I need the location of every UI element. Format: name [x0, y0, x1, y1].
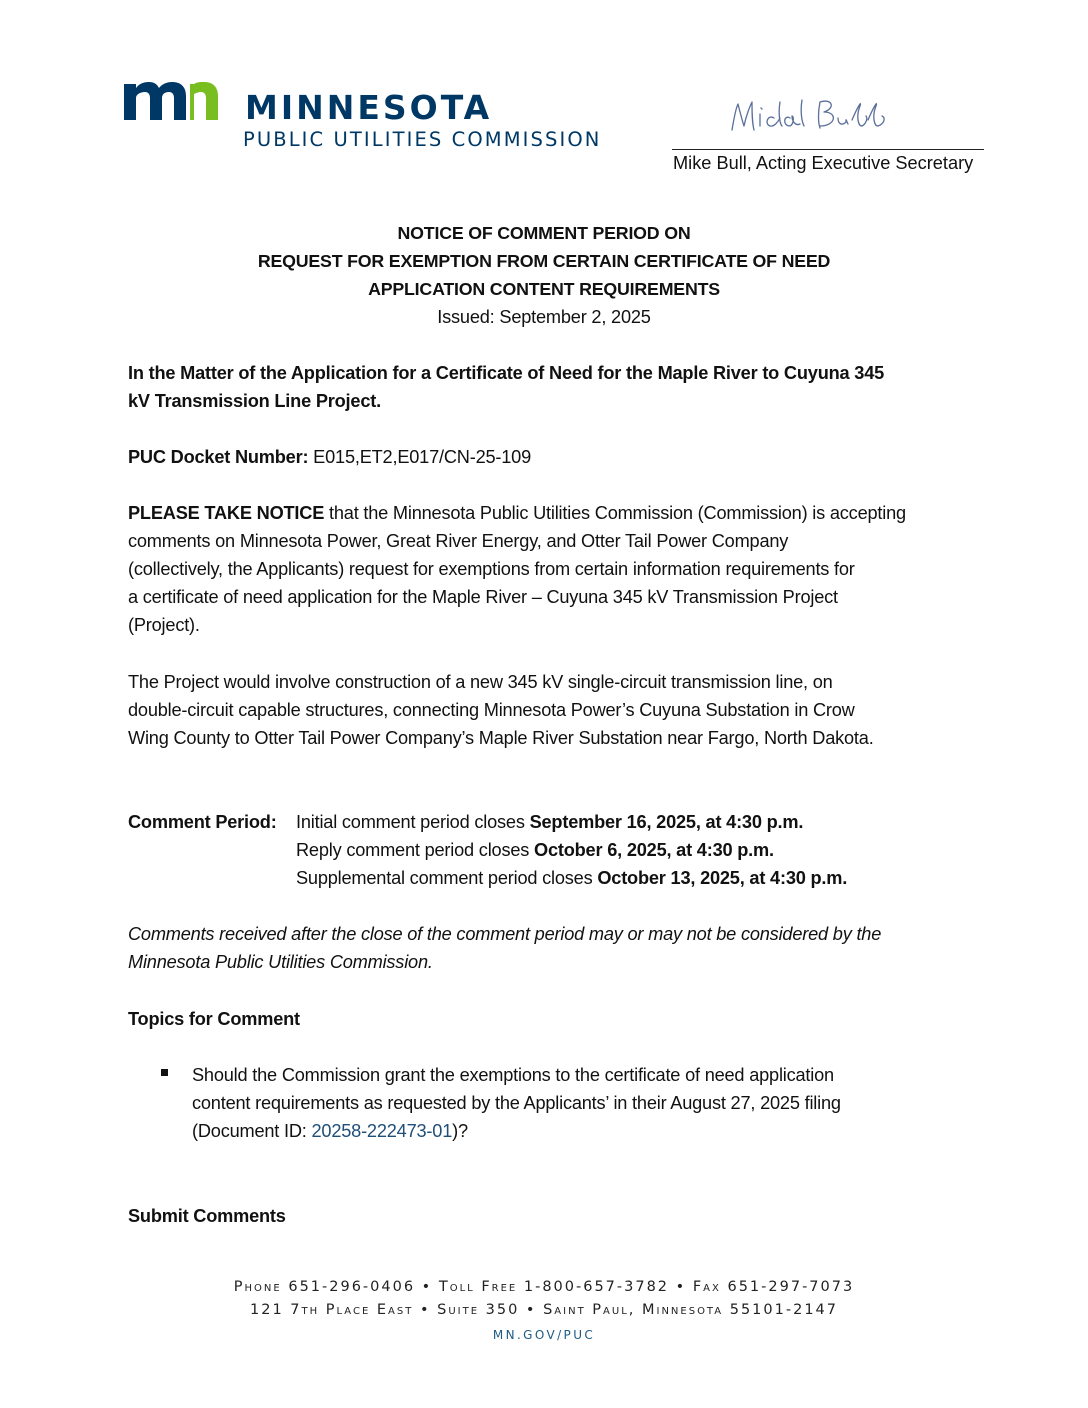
mn-logo-mark-icon	[124, 80, 220, 120]
document-id-link[interactable]: 20258-222473-01	[311, 1121, 453, 1141]
footer-address-line	[0, 1302, 1088, 1318]
matter-line-2: kV Transmission Line Project.	[128, 391, 381, 411]
topic-item-line-1: Should the Commission grant the exemptions to the certificate of need application	[192, 1065, 834, 1085]
docket-label: PUC Docket Number:	[128, 447, 309, 467]
notice-title-line-2: REQUEST FOR EXEMPTION FROM CERTAIN CERTIFICATE OF NEED	[257, 251, 831, 271]
logo-wordmark: MINNESOTA	[245, 88, 493, 127]
footer-phone: 651-296-0406	[288, 1279, 416, 1295]
comment-period-reply	[296, 836, 774, 864]
notice-line-3: (collectively, the Applicants) request for exemptions from certain information requirements for	[128, 559, 855, 579]
footer-tollfree-label: Toll Free	[438, 1279, 518, 1295]
footer-tollfree: 1-800-657-3782	[523, 1279, 670, 1295]
comment-period-text: Reply comment period closes	[296, 840, 535, 860]
footer-website-link[interactable]: MN.GOV/PUC	[492, 1328, 596, 1342]
footer-fax-label: Fax	[692, 1279, 721, 1295]
notice-title-line-3: APPLICATION CONTENT REQUIREMENTS	[368, 279, 720, 299]
footer-fax: 651-297-7073	[727, 1279, 855, 1295]
notice-line-5: (Project).	[128, 615, 200, 635]
comment-period-text: Initial comment period closes	[296, 812, 530, 832]
notice-title-line-1: NOTICE OF COMMENT PERIOD ON	[397, 223, 691, 243]
footer-address-ordinal: th	[301, 1302, 320, 1318]
topic-item-line-2: content requirements as requested by the Applicants’ in their August 27, 2025 filing	[192, 1093, 841, 1113]
comment-period-initial	[296, 808, 803, 836]
notice-line-2: comments on Minnesota Power, Great River Energy, and Otter Tail Power Company	[128, 531, 789, 551]
notice-text: that the Minnesota Public Utilities Commission (Commission) is accepting	[324, 503, 906, 523]
matter-line-1: In the Matter of the Application for a Certificate of Need for the Maple River to Cuyuna 345	[128, 363, 885, 383]
footer-separator: •	[675, 1279, 687, 1295]
footer-separator: •	[421, 1279, 433, 1295]
topic-item-suffix: )?	[452, 1121, 468, 1141]
issued-date: Issued: September 2, 2025	[437, 307, 651, 327]
docket-value: E015,ET2,E017/CN-25-109	[308, 447, 532, 467]
project-line-1: The Project would involve construction of a new 345 kV single-circuit transmission line, on	[128, 672, 833, 692]
late-notice-line-2: Minnesota Public Utilities Commission.	[128, 952, 433, 972]
comment-period-deadline: October 6, 2025, at 4:30 p.m.	[534, 840, 774, 860]
topics-heading: Topics for Comment	[128, 1009, 300, 1029]
submit-comments-heading: Submit Comments	[128, 1206, 286, 1226]
comment-period-supplemental	[296, 864, 847, 892]
notice-line-4: a certificate of need application for the Maple River – Cuyuna 345 kV Transmission Project	[128, 587, 838, 607]
signatory-name: Mike Bull, Acting Executive Secretary	[673, 153, 974, 173]
footer-suite: Suite 350	[437, 1302, 520, 1318]
footer-address-street: Place East	[325, 1302, 414, 1318]
document-id-label: (Document ID:	[192, 1121, 312, 1141]
late-notice-line-1: Comments received after the close of the comment period may or may not be considered by the	[128, 924, 882, 944]
docket-number	[128, 443, 963, 471]
project-line-3: Wing County to Otter Tail Power Company’s Maple River Substation near Fargo, North Dakota.	[128, 728, 874, 748]
comment-period-label: Comment Period:	[128, 812, 277, 832]
footer-phone-label: Phone	[233, 1279, 282, 1295]
project-line-2: double-circuit capable structures, connecting Minnesota Power’s Cuyuna Substation in Crow	[128, 700, 855, 720]
comment-period-text: Supplemental comment period closes	[296, 868, 598, 888]
footer-zip: 55101-2147	[729, 1302, 838, 1318]
footer-contact-line	[0, 1279, 1088, 1295]
footer-address-number: 121 7	[250, 1302, 302, 1318]
notice-lead: PLEASE TAKE NOTICE	[128, 503, 325, 523]
comment-period-deadline: October 13, 2025, at 4:30 p.m.	[597, 868, 848, 888]
footer-city: Saint Paul, Minnesota	[543, 1302, 724, 1318]
comment-period-deadline: September 16, 2025, at 4:30 p.m.	[529, 812, 804, 832]
topic-item-line-3	[192, 1117, 962, 1145]
footer-separator: •	[525, 1302, 537, 1318]
notice-line-1	[128, 499, 963, 527]
handwritten-signature	[728, 96, 898, 140]
bullet-square-icon	[161, 1069, 168, 1076]
signature-line	[672, 149, 984, 150]
logo-subtitle: PUBLIC UTILITIES COMMISSION	[243, 128, 602, 151]
footer-separator: •	[419, 1302, 431, 1318]
